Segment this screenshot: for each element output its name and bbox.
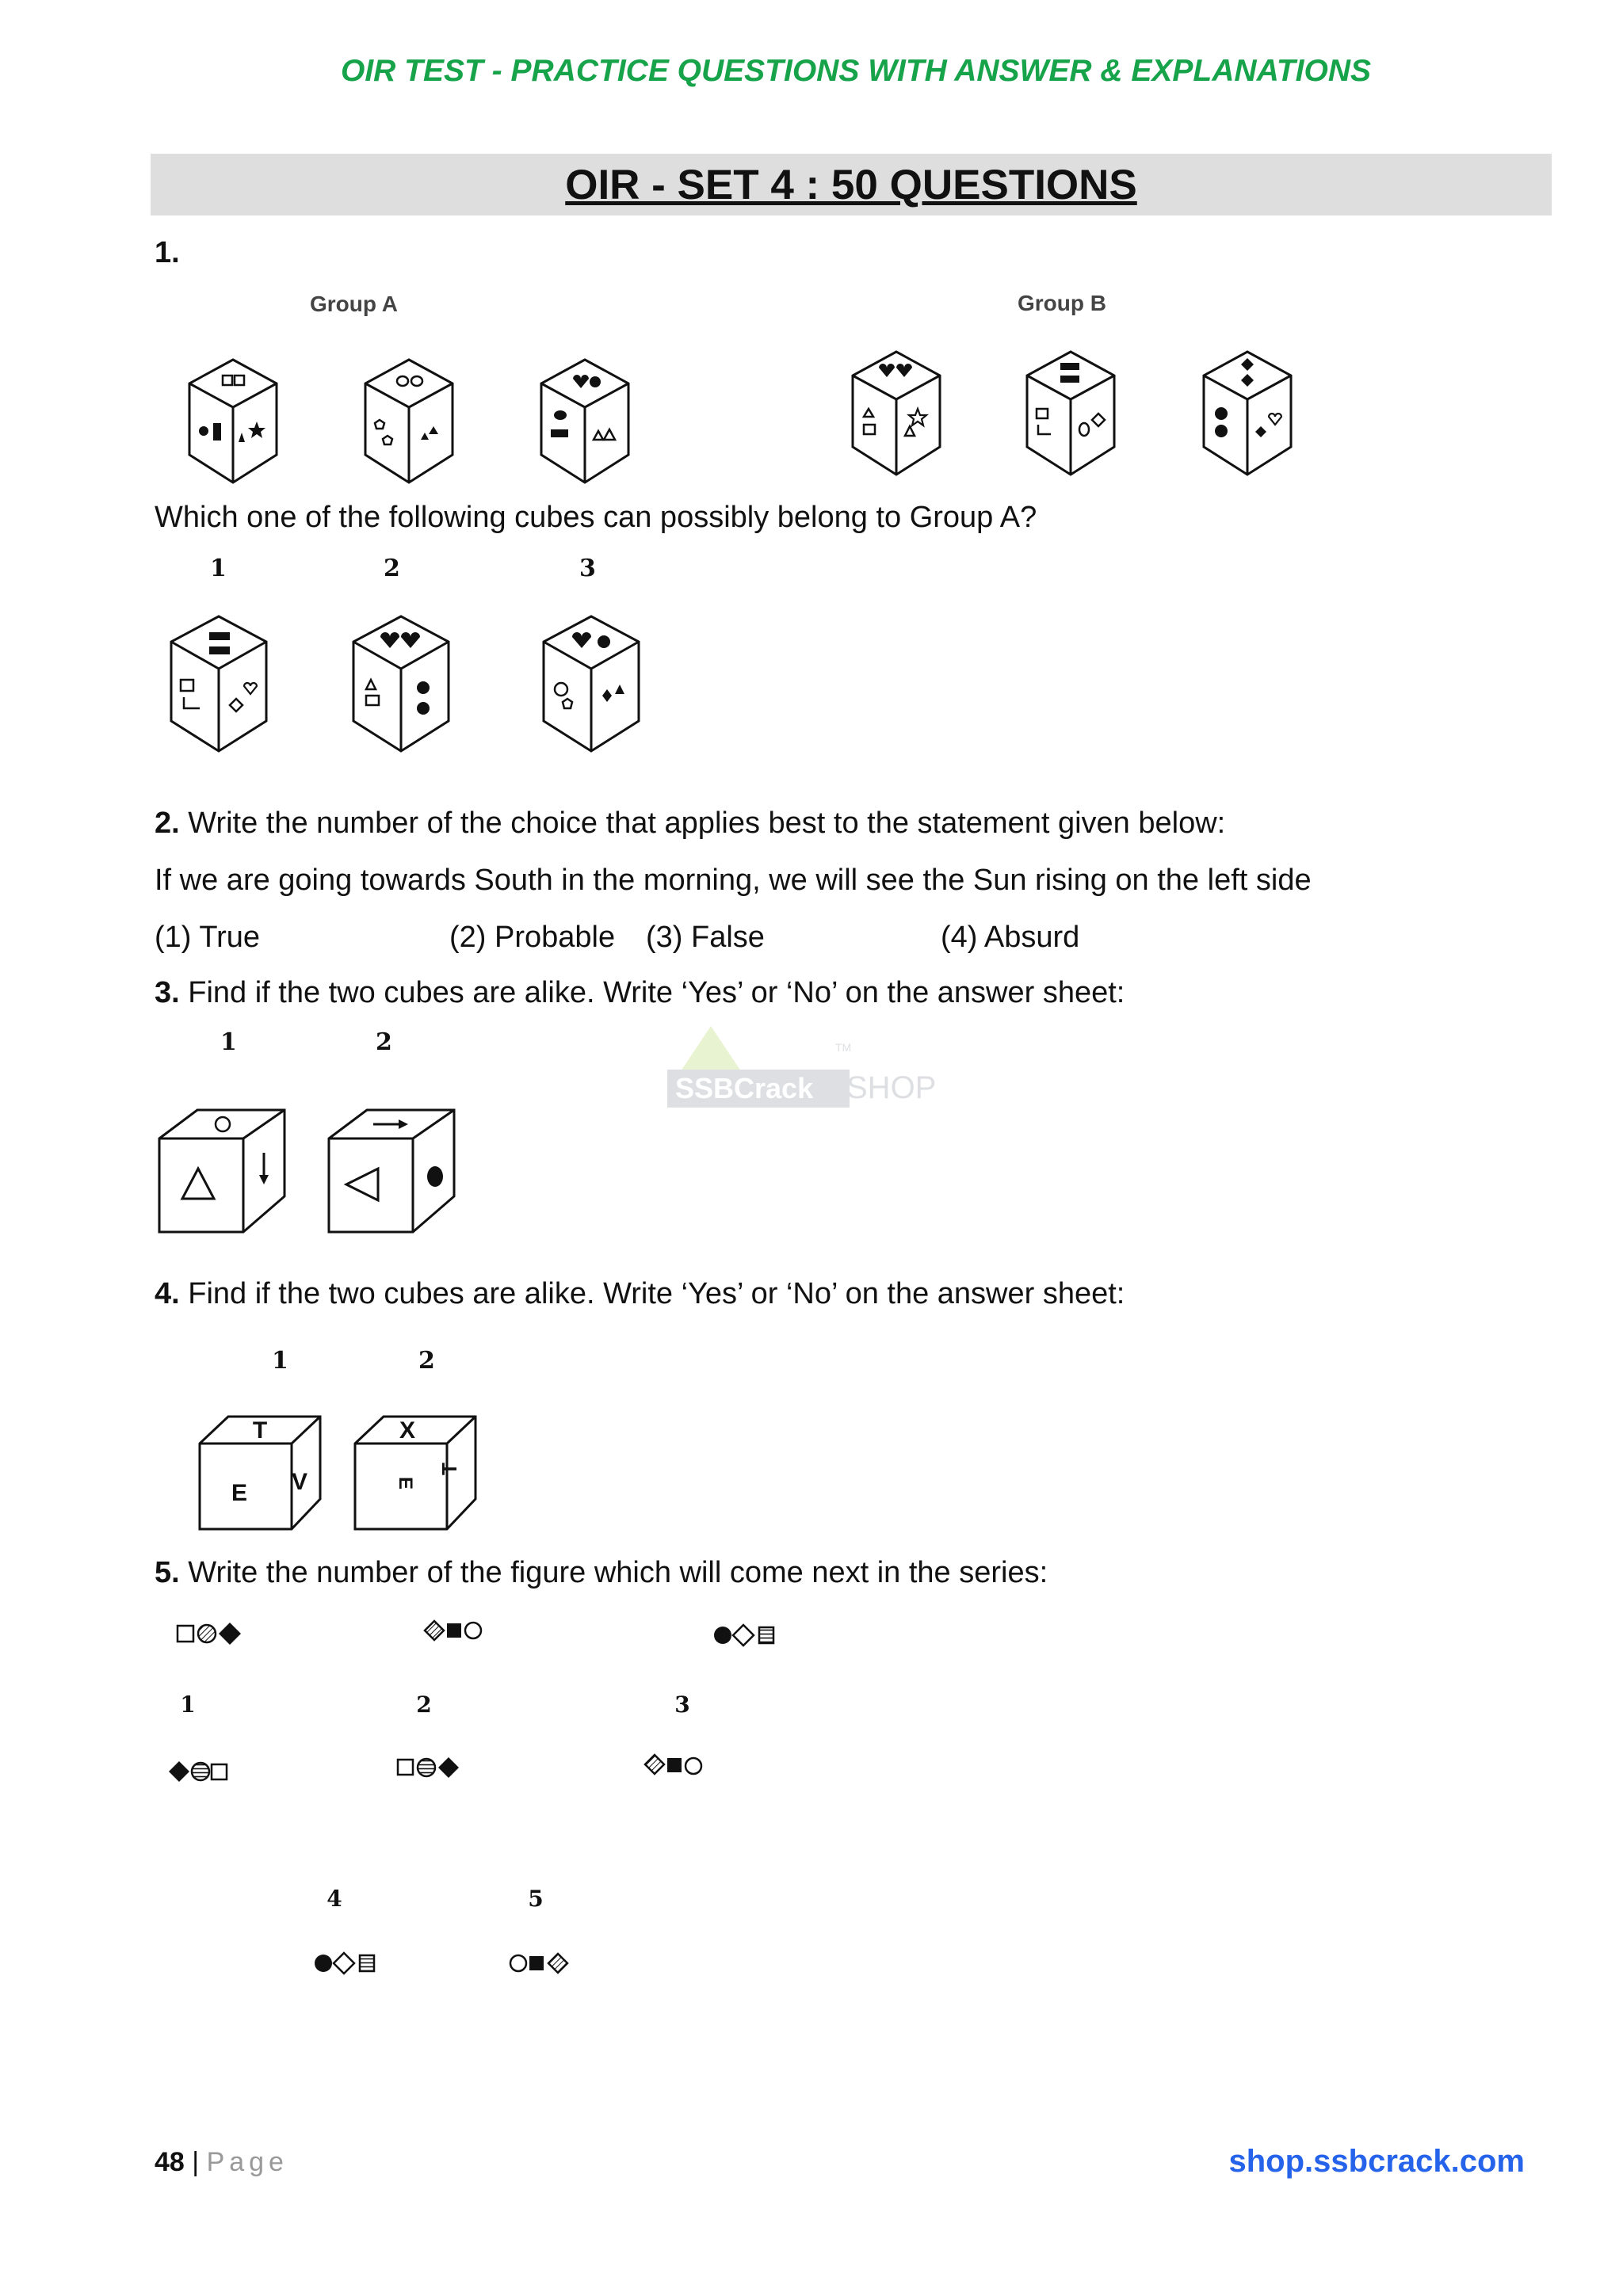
q1-group-cubes: [182, 341, 1323, 491]
q5-option-2-label: 2: [416, 1691, 432, 1718]
q5-option-3-figure: [645, 1755, 701, 1774]
watermark-tm: TM: [835, 1041, 852, 1054]
q3-number: 3.: [155, 976, 180, 1009]
q1-option-1-label: 1: [210, 555, 227, 582]
group-b-cube-3: [1204, 352, 1291, 475]
q4-line: [155, 1277, 1125, 1311]
q2-choice-4: (4) Absurd: [941, 921, 1080, 954]
watermark-shop: SHOP: [846, 1070, 937, 1105]
q5-problem-figure-3: [714, 1625, 773, 1646]
q5-text: Write the number of the figure which will come next in the series:: [179, 1556, 1048, 1589]
footer-site-link[interactable]: shop.ssbcrack.com: [1228, 2144, 1525, 2179]
q3-cube-2: [329, 1110, 454, 1232]
q5-option-3-label: 3: [674, 1691, 690, 1718]
q5-option-4-figure: [315, 1953, 374, 1974]
q2-choice-2: (2) Probable: [449, 921, 616, 954]
q4-number: 4.: [155, 1277, 180, 1310]
group-b-label: Group B: [1018, 291, 1106, 315]
q4-cube-1: [200, 1417, 320, 1529]
group-a-cube-3: [541, 360, 628, 482]
q1-option-cubes: [166, 610, 658, 769]
q5-problem-figure-2: [425, 1621, 481, 1640]
q5-series-figures: [166, 1612, 816, 1977]
q4-cube-2-label: 2: [418, 1347, 435, 1375]
q1-option-2-label: 2: [384, 555, 400, 582]
watermark-brand: SSBCrack: [675, 1072, 814, 1104]
q5-number: 5.: [155, 1556, 180, 1589]
q2-line: [155, 807, 1225, 841]
page-number: 48: [155, 2147, 185, 2177]
q5-problem-figure-1: [178, 1623, 241, 1645]
q5-option-5-label: 5: [528, 1886, 544, 1912]
q4-cube-2-side: T: [437, 1463, 461, 1475]
q3-cubes: [155, 1105, 456, 1240]
q4-cube-2-top: X: [399, 1417, 416, 1444]
q4-text: Find if the two cubes are alike. Write ‘Yes’ or ‘No’ on the answer sheet:: [179, 1277, 1125, 1310]
group-b-cube-2: [1027, 352, 1114, 475]
q4-cube-1-label: 1: [272, 1347, 288, 1375]
q4-cube-1-top: T: [252, 1417, 268, 1444]
q5-option-5-figure: [510, 1954, 567, 1973]
q1-option-3-cube: [544, 616, 639, 751]
document-header: OIR TEST - PRACTICE QUESTIONS WITH ANSWER & EXPLANATIONS: [340, 54, 1372, 88]
q2-number: 2.: [155, 807, 180, 840]
q3-text: Find if the two cubes are alike. Write ‘Yes’ or ‘No’ on the answer sheet:: [179, 976, 1125, 1009]
q4-cube-2: [355, 1417, 475, 1529]
q2-choice-3: (3) False: [646, 921, 765, 954]
q4-cube-2-front: E: [395, 1476, 416, 1490]
q5-line: [155, 1556, 1048, 1590]
group-b-cube-1: [853, 352, 940, 475]
q3-cube-1-label: 1: [220, 1028, 237, 1056]
group-a-label: Group A: [310, 292, 398, 316]
q3-cube-2-label: 2: [376, 1028, 392, 1056]
q5-option-4-label: 4: [327, 1886, 342, 1912]
q5-option-1-label: 1: [180, 1691, 196, 1718]
page-footer-number: [155, 2147, 288, 2178]
q2-statement: If we are going towards South in the morning, we will see the Sun rising on the left side: [155, 864, 1312, 897]
q1-option-2-cube: [353, 616, 449, 751]
q2-text: Write the number of the choice that applies best to the statement given below:: [179, 807, 1226, 840]
footer-separator: |: [184, 2147, 207, 2177]
q1-question: Which one of the following cubes can possibly belong to Group A?: [155, 501, 1037, 534]
page-word: Page: [206, 2147, 288, 2177]
q3-cube-1: [159, 1110, 285, 1232]
q1-number: 1.: [155, 236, 180, 269]
q1-option-1-cube: [171, 616, 266, 751]
q4-cubes: [197, 1413, 482, 1532]
q3-line: [155, 976, 1125, 1010]
q5-option-2-figure: [398, 1757, 459, 1778]
q2-choice-1: (1) True: [155, 921, 261, 954]
group-a-cube-1: [189, 360, 277, 482]
q4-cube-1-side: V: [291, 1469, 308, 1495]
q1-option-3-label: 3: [579, 555, 596, 582]
group-a-cube-2: [365, 360, 453, 482]
q4-cube-1-front: E: [231, 1480, 248, 1506]
ssbcrack-watermark: [667, 1018, 953, 1113]
q5-option-1-figure: [169, 1761, 227, 1782]
set-title: OIR - SET 4 : 50 QUESTIONS: [565, 162, 1137, 208]
